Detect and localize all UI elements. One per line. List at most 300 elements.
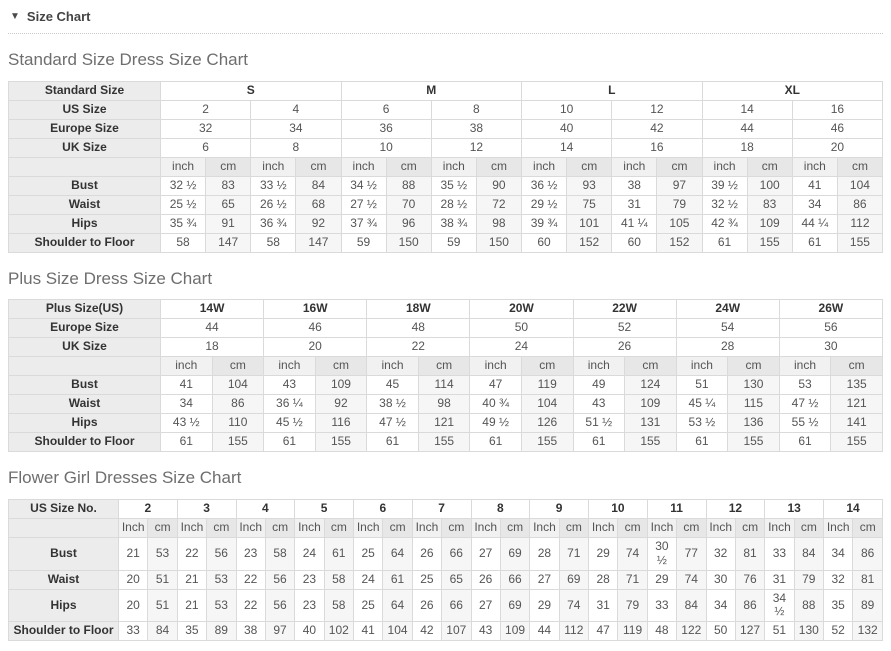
size-value-cell: 52 xyxy=(573,319,676,338)
measurement-cell: 58 xyxy=(161,233,206,252)
measurement-cell: 36 ½ xyxy=(522,176,567,195)
header-row xyxy=(9,338,883,357)
size-value-cell: 6 xyxy=(161,138,251,157)
measurement-cell: 44 xyxy=(530,622,559,641)
size-value-cell: 10 xyxy=(341,138,431,157)
unit-cm-cell: cm xyxy=(618,519,647,538)
measurement-cell: 27 xyxy=(471,589,500,622)
row-label-cell: Shoulder to Floor xyxy=(9,622,119,641)
unit-cm-cell: cm xyxy=(735,519,764,538)
measurement-cell: 102 xyxy=(324,622,353,641)
standard-size-table xyxy=(8,81,883,253)
measurement-cell: 93 xyxy=(567,176,612,195)
measurement-cell: 83 xyxy=(206,176,251,195)
measurement-cell: 43 xyxy=(264,376,316,395)
unit-cm-cell: cm xyxy=(315,357,367,376)
measurement-cell: 74 xyxy=(677,570,706,589)
measurement-cell: 32 xyxy=(706,538,735,571)
size-value-cell: 40 xyxy=(522,119,612,138)
measurement-cell: 70 xyxy=(386,195,431,214)
measurement-cell: 84 xyxy=(677,589,706,622)
measurement-cell: 155 xyxy=(747,233,792,252)
measurement-cell: 127 xyxy=(735,622,764,641)
measurement-cell: 26 xyxy=(412,538,441,571)
measurement-cell: 83 xyxy=(747,195,792,214)
measurement-cell: 88 xyxy=(794,589,823,622)
unit-inch-cell: Inch xyxy=(824,519,853,538)
size-value-cell: 14 xyxy=(522,138,612,157)
measurement-cell: 47 ½ xyxy=(367,414,419,433)
measurement-cell: 40 xyxy=(295,622,324,641)
measurement-cell: 132 xyxy=(853,622,883,641)
measurement-cell: 92 xyxy=(315,395,367,414)
measurement-cell: 72 xyxy=(476,195,521,214)
measurement-cell: 56 xyxy=(207,538,236,571)
measurement-cell: 104 xyxy=(521,395,573,414)
measurement-cell: 42 xyxy=(412,622,441,641)
measurement-cell: 31 xyxy=(589,589,618,622)
unit-cm-cell: cm xyxy=(728,357,780,376)
size-value-cell: 26 xyxy=(573,338,676,357)
unit-cm-cell: cm xyxy=(418,357,470,376)
measurement-cell: 20 xyxy=(119,570,148,589)
size-group-cell: 14W xyxy=(161,300,264,319)
unit-inch-cell: Inch xyxy=(530,519,559,538)
measurement-cell: 61 xyxy=(702,233,747,252)
measurement-cell: 32 xyxy=(824,570,853,589)
measurement-cell: 155 xyxy=(625,433,677,452)
unit-inch-cell: Inch xyxy=(295,519,324,538)
measurement-cell: 74 xyxy=(618,538,647,571)
measurement-cell: 75 xyxy=(567,195,612,214)
measurement-cell: 41 ¼ xyxy=(612,214,657,233)
measurement-cell: 43 ½ xyxy=(161,414,213,433)
measurement-cell: 58 xyxy=(265,538,294,571)
unit-inch-cell: inch xyxy=(470,357,522,376)
measurement-cell: 33 xyxy=(765,538,794,571)
measurement-cell: 81 xyxy=(853,570,883,589)
unit-cm-cell: cm xyxy=(521,357,573,376)
unit-cm-cell: cm xyxy=(625,357,677,376)
row-label-cell: Shoulder to Floor xyxy=(9,233,161,252)
row-label-cell: Plus Size(US) xyxy=(9,300,161,319)
measurement-cell: 45 xyxy=(367,376,419,395)
measurement-cell: 119 xyxy=(618,622,647,641)
measurement-cell: 53 xyxy=(779,376,831,395)
measurement-cell: 43 xyxy=(573,395,625,414)
measurement-cell: 66 xyxy=(442,589,471,622)
measurement-cell: 107 xyxy=(442,622,471,641)
size-value-cell: 46 xyxy=(264,319,367,338)
measurement-cell: 48 xyxy=(647,622,676,641)
size-value-cell: 54 xyxy=(676,319,779,338)
measurement-cell: 39 ½ xyxy=(702,176,747,195)
size-value-cell: 42 xyxy=(612,119,702,138)
size-group-cell: L xyxy=(522,81,703,100)
row-label-cell: Standard Size xyxy=(9,81,161,100)
measurement-cell: 135 xyxy=(831,376,883,395)
measurement-cell: 28 xyxy=(589,570,618,589)
measurement-cell: 56 xyxy=(265,570,294,589)
measurement-cell: 25 xyxy=(354,589,383,622)
measurement-cell: 60 xyxy=(522,233,567,252)
measurement-cell: 124 xyxy=(625,376,677,395)
row-label-cell xyxy=(9,357,161,376)
measurement-cell: 109 xyxy=(500,622,529,641)
row-label-cell xyxy=(9,157,161,176)
measurement-cell: 141 xyxy=(831,414,883,433)
measurement-cell: 110 xyxy=(212,414,264,433)
unit-inch-cell: inch xyxy=(161,157,206,176)
measurement-cell: 27 ½ xyxy=(341,195,386,214)
standard-size-table xyxy=(8,81,883,253)
measurement-cell: 61 xyxy=(161,433,213,452)
unit-inch-cell: inch xyxy=(612,157,657,176)
measurement-row xyxy=(9,233,883,252)
row-label-cell: Hips xyxy=(9,214,161,233)
unit-inch-cell: inch xyxy=(161,357,213,376)
measurement-row xyxy=(9,414,883,433)
measurement-cell: 121 xyxy=(831,395,883,414)
size-value-cell: 8 xyxy=(431,100,521,119)
measurement-cell: 61 xyxy=(573,433,625,452)
measurement-cell: 44 ¼ xyxy=(792,214,837,233)
measurement-row xyxy=(9,195,883,214)
measurement-cell: 69 xyxy=(500,589,529,622)
measurement-cell: 34 xyxy=(706,589,735,622)
measurement-cell: 112 xyxy=(837,214,882,233)
measurement-cell: 23 xyxy=(295,589,324,622)
measurement-row xyxy=(9,589,883,622)
size-group-cell: 16W xyxy=(264,300,367,319)
unit-inch-cell: inch xyxy=(431,157,476,176)
size-value-cell: 16 xyxy=(612,138,702,157)
unit-inch-cell: inch xyxy=(676,357,728,376)
measurement-cell: 84 xyxy=(148,622,177,641)
unit-cm-cell: cm xyxy=(677,519,706,538)
measurement-cell: 76 xyxy=(735,570,764,589)
measurement-cell: 58 xyxy=(251,233,296,252)
measurement-cell: 58 xyxy=(324,589,353,622)
size-value-cell: 56 xyxy=(779,319,882,338)
unit-cm-cell: cm xyxy=(207,519,236,538)
measurement-cell: 126 xyxy=(521,414,573,433)
flower-girl-chart-title: Flower Girl Dresses Size Chart xyxy=(8,468,242,488)
size-group-cell: 14 xyxy=(824,500,883,519)
measurement-cell: 152 xyxy=(657,233,702,252)
measurement-cell: 28 ½ xyxy=(431,195,476,214)
unit-cm-cell: cm xyxy=(265,519,294,538)
unit-cm-cell: cm xyxy=(657,157,702,176)
unit-inch-cell: inch xyxy=(573,357,625,376)
unit-cm-cell: cm xyxy=(559,519,588,538)
unit-row xyxy=(9,357,883,376)
measurement-cell: 104 xyxy=(837,176,882,195)
section-title: Size Chart xyxy=(26,9,91,24)
standard-size-chart-title: Standard Size Dress Size Chart xyxy=(8,50,248,69)
size-group-cell: 26W xyxy=(779,300,882,319)
row-label-cell: US Size xyxy=(9,100,161,119)
size-value-cell: 20 xyxy=(264,338,367,357)
unit-cm-cell: cm xyxy=(296,157,341,176)
unit-cm-cell: cm xyxy=(853,519,883,538)
measurement-cell: 53 xyxy=(148,538,177,571)
measurement-cell: 68 xyxy=(296,195,341,214)
unit-row xyxy=(9,519,883,538)
measurement-cell: 105 xyxy=(657,214,702,233)
size-value-cell: 36 xyxy=(341,119,431,138)
measurement-cell: 21 xyxy=(177,570,206,589)
plus-size-table xyxy=(8,299,883,452)
size-group-cell: 12 xyxy=(706,500,765,519)
measurement-cell: 114 xyxy=(418,376,470,395)
measurement-cell: 100 xyxy=(747,176,792,195)
measurement-cell: 155 xyxy=(418,433,470,452)
measurement-cell: 33 xyxy=(119,622,148,641)
header-row xyxy=(9,500,883,519)
measurement-cell: 55 ½ xyxy=(779,414,831,433)
measurement-cell: 79 xyxy=(618,589,647,622)
measurement-cell: 60 xyxy=(612,233,657,252)
measurement-cell: 74 xyxy=(559,589,588,622)
size-group-cell: 13 xyxy=(765,500,824,519)
measurement-cell: 64 xyxy=(383,538,412,571)
size-value-cell: 14 xyxy=(702,100,792,119)
size-group-cell: M xyxy=(341,81,522,100)
measurement-cell: 51 xyxy=(148,589,177,622)
unit-inch-cell: Inch xyxy=(177,519,206,538)
size-value-cell: 2 xyxy=(161,100,251,119)
measurement-cell: 35 xyxy=(177,622,206,641)
measurement-cell: 71 xyxy=(559,538,588,571)
measurement-cell: 34 xyxy=(792,195,837,214)
unit-cm-cell: cm xyxy=(386,157,431,176)
measurement-cell: 88 xyxy=(386,176,431,195)
row-label-cell: Europe Size xyxy=(9,119,161,138)
measurement-cell: 34 ½ xyxy=(341,176,386,195)
size-value-cell: 24 xyxy=(470,338,573,357)
row-label-cell: Waist xyxy=(9,570,119,589)
measurement-cell: 25 xyxy=(412,570,441,589)
unit-inch-cell: Inch xyxy=(412,519,441,538)
measurement-cell: 116 xyxy=(315,414,367,433)
row-label-cell: Bust xyxy=(9,538,119,571)
size-value-cell: 28 xyxy=(676,338,779,357)
size-group-cell: 3 xyxy=(177,500,236,519)
unit-inch-cell: inch xyxy=(522,157,567,176)
measurement-cell: 34 xyxy=(161,395,213,414)
measurement-cell: 38 xyxy=(612,176,657,195)
measurement-cell: 24 xyxy=(354,570,383,589)
unit-cm-cell: cm xyxy=(747,157,792,176)
measurement-cell: 29 ½ xyxy=(522,195,567,214)
header-row xyxy=(9,100,883,119)
size-group-cell: 4 xyxy=(236,500,295,519)
measurement-cell: 41 xyxy=(792,176,837,195)
size-value-cell: 20 xyxy=(792,138,882,157)
measurement-cell: 121 xyxy=(418,414,470,433)
measurement-cell: 61 xyxy=(367,433,419,452)
measurement-cell: 61 xyxy=(470,433,522,452)
row-label-cell: Hips xyxy=(9,589,119,622)
size-group-cell: 20W xyxy=(470,300,573,319)
unit-cm-cell: cm xyxy=(837,157,882,176)
row-label-cell: Waist xyxy=(9,395,161,414)
measurement-cell: 131 xyxy=(625,414,677,433)
row-label-cell: US Size No. xyxy=(9,500,119,519)
size-value-cell: 18 xyxy=(702,138,792,157)
row-label-cell: UK Size xyxy=(9,138,161,157)
measurement-cell: 109 xyxy=(315,376,367,395)
unit-inch-cell: Inch xyxy=(647,519,676,538)
measurement-cell: 41 xyxy=(354,622,383,641)
measurement-cell: 98 xyxy=(418,395,470,414)
size-group-cell: XL xyxy=(702,81,883,100)
measurement-cell: 40 ¾ xyxy=(470,395,522,414)
measurement-cell: 47 ½ xyxy=(779,395,831,414)
unit-inch-cell: inch xyxy=(251,157,296,176)
measurement-cell: 98 xyxy=(476,214,521,233)
size-group-cell: 18W xyxy=(367,300,470,319)
measurement-cell: 32 ½ xyxy=(702,195,747,214)
unit-cm-cell: cm xyxy=(794,519,823,538)
measurement-cell: 30 ½ xyxy=(647,538,676,571)
unit-row xyxy=(9,157,883,176)
measurement-cell: 29 xyxy=(530,589,559,622)
measurement-cell: 51 xyxy=(676,376,728,395)
measurement-cell: 150 xyxy=(476,233,521,252)
measurement-cell: 155 xyxy=(521,433,573,452)
measurement-cell: 136 xyxy=(728,414,780,433)
measurement-cell: 53 ½ xyxy=(676,414,728,433)
measurement-cell: 39 ¾ xyxy=(522,214,567,233)
measurement-cell: 66 xyxy=(500,570,529,589)
row-label-cell: Shoulder to Floor xyxy=(9,433,161,452)
measurement-cell: 96 xyxy=(386,214,431,233)
measurement-cell: 130 xyxy=(728,376,780,395)
size-group-cell: 5 xyxy=(295,500,354,519)
measurement-cell: 21 xyxy=(177,589,206,622)
measurement-cell: 61 xyxy=(676,433,728,452)
size-value-cell: 44 xyxy=(161,319,264,338)
unit-inch-cell: Inch xyxy=(119,519,148,538)
unit-cm-cell: cm xyxy=(212,357,264,376)
measurement-cell: 27 xyxy=(530,570,559,589)
measurement-cell: 58 xyxy=(324,570,353,589)
measurement-cell: 50 xyxy=(706,622,735,641)
measurement-cell: 34 xyxy=(824,538,853,571)
measurement-cell: 69 xyxy=(559,570,588,589)
unit-cm-cell: cm xyxy=(831,357,883,376)
measurement-row xyxy=(9,433,883,452)
size-group-cell: 11 xyxy=(647,500,706,519)
measurement-cell: 61 xyxy=(383,570,412,589)
flower-girl-table xyxy=(8,499,883,641)
measurement-cell: 150 xyxy=(386,233,431,252)
measurement-cell: 53 xyxy=(207,589,236,622)
measurement-cell: 38 ¾ xyxy=(431,214,476,233)
measurement-cell: 69 xyxy=(500,538,529,571)
size-value-cell: 8 xyxy=(251,138,341,157)
measurement-cell: 31 xyxy=(612,195,657,214)
measurement-cell: 53 xyxy=(207,570,236,589)
size-group-cell: 10 xyxy=(589,500,648,519)
measurement-cell: 155 xyxy=(315,433,367,452)
unit-cm-cell: cm xyxy=(383,519,412,538)
measurement-row xyxy=(9,176,883,195)
measurement-row xyxy=(9,538,883,571)
measurement-cell: 81 xyxy=(735,538,764,571)
measurement-cell: 31 xyxy=(765,570,794,589)
header-row xyxy=(9,119,883,138)
measurement-cell: 86 xyxy=(853,538,883,571)
unit-cm-cell: cm xyxy=(500,519,529,538)
size-value-cell: 10 xyxy=(522,100,612,119)
measurement-cell: 109 xyxy=(747,214,792,233)
measurement-cell: 52 xyxy=(824,622,853,641)
measurement-cell: 36 ¼ xyxy=(264,395,316,414)
size-value-cell: 48 xyxy=(367,319,470,338)
size-chart-toggle[interactable] xyxy=(8,6,883,34)
measurement-cell: 49 xyxy=(573,376,625,395)
size-value-cell: 22 xyxy=(367,338,470,357)
measurement-cell: 22 xyxy=(236,589,265,622)
size-value-cell: 38 xyxy=(431,119,521,138)
measurement-cell: 45 ¼ xyxy=(676,395,728,414)
unit-cm-cell: cm xyxy=(324,519,353,538)
unit-inch-cell: inch xyxy=(264,357,316,376)
measurement-cell: 86 xyxy=(212,395,264,414)
size-value-cell: 18 xyxy=(161,338,264,357)
measurement-cell: 89 xyxy=(207,622,236,641)
measurement-cell: 34 ½ xyxy=(765,589,794,622)
unit-inch-cell: Inch xyxy=(589,519,618,538)
measurement-cell: 45 ½ xyxy=(264,414,316,433)
measurement-cell: 29 xyxy=(589,538,618,571)
unit-inch-cell: inch xyxy=(779,357,831,376)
measurement-cell: 36 ¾ xyxy=(251,214,296,233)
size-group-cell: 24W xyxy=(676,300,779,319)
measurement-cell: 61 xyxy=(264,433,316,452)
measurement-cell: 26 xyxy=(471,570,500,589)
size-value-cell: 46 xyxy=(792,119,882,138)
measurement-cell: 97 xyxy=(657,176,702,195)
size-group-cell: 9 xyxy=(530,500,589,519)
measurement-cell: 22 xyxy=(177,538,206,571)
size-group-cell: 7 xyxy=(412,500,471,519)
unit-inch-cell: Inch xyxy=(236,519,265,538)
measurement-cell: 130 xyxy=(794,622,823,641)
measurement-cell: 29 xyxy=(647,570,676,589)
measurement-cell: 147 xyxy=(296,233,341,252)
row-label-cell: Europe Size xyxy=(9,319,161,338)
measurement-cell: 119 xyxy=(521,376,573,395)
measurement-cell: 49 ½ xyxy=(470,414,522,433)
row-label-cell: Bust xyxy=(9,176,161,195)
size-value-cell: 16 xyxy=(792,100,882,119)
measurement-cell: 33 xyxy=(647,589,676,622)
measurement-cell: 122 xyxy=(677,622,706,641)
row-label-cell: UK Size xyxy=(9,338,161,357)
size-value-cell: 6 xyxy=(341,100,431,119)
measurement-cell: 47 xyxy=(589,622,618,641)
measurement-cell: 30 xyxy=(706,570,735,589)
measurement-cell: 155 xyxy=(728,433,780,452)
measurement-cell: 35 ½ xyxy=(431,176,476,195)
measurement-cell: 71 xyxy=(618,570,647,589)
measurement-cell: 91 xyxy=(206,214,251,233)
size-value-cell: 34 xyxy=(251,119,341,138)
